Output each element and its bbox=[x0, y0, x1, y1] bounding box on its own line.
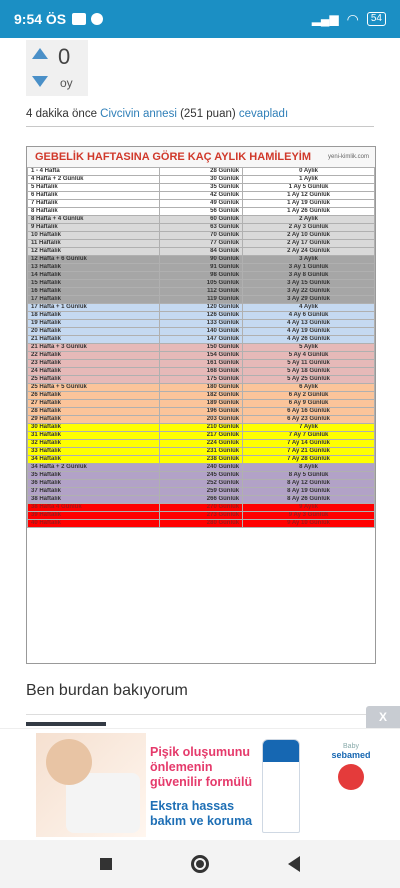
table-row bbox=[28, 240, 375, 248]
status-bar bbox=[0, 0, 400, 38]
months-cell: 6 Ay 23 Günlük bbox=[243, 416, 375, 424]
home-icon[interactable] bbox=[191, 855, 209, 873]
week-cell: 36 Haftalık bbox=[28, 480, 160, 488]
recents-icon[interactable] bbox=[100, 858, 112, 870]
days-cell: 77 Günlük bbox=[159, 240, 242, 248]
months-cell: 8 Ay 19 Günlük bbox=[243, 488, 375, 496]
days-cell: 196 Günlük bbox=[159, 408, 242, 416]
days-cell: 280 Günlük bbox=[159, 520, 242, 528]
chart-title-text: GEBELİK HAFTASINA GÖRE KAÇ AYLIK HAMİLEYİM bbox=[35, 151, 312, 163]
months-cell: 7 Ay 14 Günlük bbox=[243, 440, 375, 448]
days-cell: 270 Günlük bbox=[159, 504, 242, 512]
days-cell: 240 Günlük bbox=[159, 464, 242, 472]
days-cell: 90 Günlük bbox=[159, 256, 242, 264]
table-row bbox=[28, 480, 375, 488]
table-row bbox=[28, 504, 375, 512]
days-cell: 112 Günlük bbox=[159, 288, 242, 296]
weeks-table bbox=[27, 167, 375, 528]
months-cell: 5 Ay 25 Günlük bbox=[243, 376, 375, 384]
months-cell: 1 Ay 5 Günlük bbox=[243, 184, 375, 192]
months-cell: 2 Ay 3 Günlük bbox=[243, 224, 375, 232]
vote-label: oy bbox=[60, 76, 73, 90]
week-cell: 25 Haftalık bbox=[28, 376, 160, 384]
months-cell: 5 Ay 18 Günlük bbox=[243, 368, 375, 376]
youtube-icon bbox=[72, 13, 86, 25]
days-cell: 182 Günlük bbox=[159, 392, 242, 400]
months-cell: 3 Ay 29 Günlük bbox=[243, 296, 375, 304]
months-cell: 2 Ay 24 Günlük bbox=[243, 248, 375, 256]
week-cell: 18 Haftalık bbox=[28, 312, 160, 320]
week-cell: 12 Haftalık bbox=[28, 248, 160, 256]
answered-link[interactable]: cevapladı bbox=[238, 108, 289, 120]
months-cell: 6 Ay 9 Günlük bbox=[243, 400, 375, 408]
week-cell: 37 Haftalık bbox=[28, 488, 160, 496]
days-cell: 120 Günlük bbox=[159, 304, 242, 312]
table-row bbox=[28, 232, 375, 240]
table-row bbox=[28, 192, 375, 200]
table-row bbox=[28, 224, 375, 232]
months-cell: 7 Ay 7 Günlük bbox=[243, 432, 375, 440]
days-cell: 154 Günlük bbox=[159, 352, 242, 360]
week-cell: 10 Haftalık bbox=[28, 232, 160, 240]
months-cell: 2 Ay 10 Günlük bbox=[243, 232, 375, 240]
days-cell: 150 Günlük bbox=[159, 344, 242, 352]
chart-site: yeni-kimlik.com bbox=[327, 154, 369, 160]
months-cell: 1 Ay 12 Günlük bbox=[243, 192, 375, 200]
table-row bbox=[28, 248, 375, 256]
days-cell: 147 Günlük bbox=[159, 336, 242, 344]
days-cell: 203 Günlük bbox=[159, 416, 242, 424]
table-row bbox=[28, 400, 375, 408]
months-cell: 4 Ay 6 Günlük bbox=[243, 312, 375, 320]
days-cell: 84 Günlük bbox=[159, 248, 242, 256]
brand-logo bbox=[326, 743, 376, 790]
days-cell: 28 Günlük bbox=[159, 168, 242, 176]
months-cell: 3 Ay 8 Günlük bbox=[243, 272, 375, 280]
week-cell: 31 Haftalık bbox=[28, 432, 160, 440]
table-row bbox=[28, 216, 375, 224]
days-cell: 49 Günlük bbox=[159, 200, 242, 208]
months-cell: 8 Aylık bbox=[243, 464, 375, 472]
android-nav-bar bbox=[0, 840, 400, 888]
days-cell: 245 Günlük bbox=[159, 472, 242, 480]
months-cell: 4 Ay 13 Günlük bbox=[243, 320, 375, 328]
table-row bbox=[28, 352, 375, 360]
days-cell: 180 Günlük bbox=[159, 384, 242, 392]
week-cell: 8 Haftalık bbox=[28, 208, 160, 216]
months-cell: 7 Ay 21 Günlük bbox=[243, 448, 375, 456]
months-cell: 3 Aylık bbox=[243, 256, 375, 264]
week-cell: 25 Hafta + 5 Günlük bbox=[28, 384, 160, 392]
months-cell: 6 Ay 16 Günlük bbox=[243, 408, 375, 416]
ad-baby-image bbox=[36, 733, 146, 837]
table-row bbox=[28, 296, 375, 304]
table-row bbox=[28, 448, 375, 456]
week-cell: 6 Haftalık bbox=[28, 192, 160, 200]
author-link[interactable]: Civcivin annesi bbox=[100, 108, 177, 120]
week-cell: 39 Haftalık bbox=[28, 512, 160, 520]
product-tube-image bbox=[262, 739, 300, 833]
week-cell: 14 Haftalık bbox=[28, 272, 160, 280]
table-row bbox=[28, 432, 375, 440]
table-row bbox=[28, 512, 375, 520]
months-cell: 3 Ay 15 Günlük bbox=[243, 280, 375, 288]
table-row bbox=[28, 304, 375, 312]
months-cell: 5 Ay 4 Günlük bbox=[243, 352, 375, 360]
months-cell: 1 Ay 26 Günlük bbox=[243, 208, 375, 216]
week-cell: 35 Haftalık bbox=[28, 472, 160, 480]
downvote-icon[interactable] bbox=[32, 76, 48, 87]
days-cell: 168 Günlük bbox=[159, 368, 242, 376]
ad-banner[interactable] bbox=[0, 728, 400, 840]
answer-meta bbox=[26, 108, 288, 120]
days-cell: 119 Günlük bbox=[159, 296, 242, 304]
table-row bbox=[28, 264, 375, 272]
days-cell: 30 Günlük bbox=[159, 176, 242, 184]
days-cell: 161 Günlük bbox=[159, 360, 242, 368]
table-row bbox=[28, 200, 375, 208]
table-row bbox=[28, 344, 375, 352]
week-cell: 27 Haftalık bbox=[28, 400, 160, 408]
months-cell: 9 Ay 3 Günlük bbox=[243, 512, 375, 520]
months-cell: 5 Aylık bbox=[243, 344, 375, 352]
table-row bbox=[28, 320, 375, 328]
days-cell: 189 Günlük bbox=[159, 400, 242, 408]
week-cell: 21 Hafta + 3 Günlük bbox=[28, 344, 160, 352]
week-cell: 24 Haftalık bbox=[28, 368, 160, 376]
week-cell: 28 Haftalık bbox=[28, 408, 160, 416]
status-time: 9:54 ÖS bbox=[14, 11, 67, 27]
days-cell: 252 Günlük bbox=[159, 480, 242, 488]
table-row bbox=[28, 368, 375, 376]
week-cell: 34 Haftalık bbox=[28, 456, 160, 464]
days-cell: 60 Günlük bbox=[159, 216, 242, 224]
week-cell: 29 Haftalık bbox=[28, 416, 160, 424]
months-cell: 2 Ay 17 Günlük bbox=[243, 240, 375, 248]
snapchat-icon bbox=[91, 13, 103, 25]
table-row bbox=[28, 168, 375, 176]
section-tab-indicator bbox=[26, 722, 106, 726]
ad-subline: Ekstra hassas bakım ve koruma bbox=[150, 799, 253, 828]
months-cell: 5 Ay 11 Günlük bbox=[243, 360, 375, 368]
brand-small: Baby bbox=[343, 743, 359, 750]
pregnancy-week-chart-image bbox=[26, 146, 376, 664]
table-row bbox=[28, 184, 375, 192]
table-row bbox=[28, 176, 375, 184]
table-row bbox=[28, 408, 375, 416]
table-row bbox=[28, 328, 375, 336]
week-cell: 15 Haftalık bbox=[28, 280, 160, 288]
days-cell: 70 Günlük bbox=[159, 232, 242, 240]
table-row bbox=[28, 360, 375, 368]
months-cell: 7 Ay 28 Günlük bbox=[243, 456, 375, 464]
close-ad-button[interactable]: X bbox=[366, 706, 400, 728]
months-cell: 9 Aylık bbox=[243, 504, 375, 512]
week-cell: 17 Haftalık bbox=[28, 296, 160, 304]
week-cell: 21 Haftalık bbox=[28, 336, 160, 344]
wifi-icon: ◠ bbox=[346, 10, 359, 27]
week-cell: 4 Hafta + 2 Günlük bbox=[28, 176, 160, 184]
months-cell: 1 Aylık bbox=[243, 176, 375, 184]
months-cell: 6 Aylık bbox=[243, 384, 375, 392]
days-cell: 56 Günlük bbox=[159, 208, 242, 216]
days-cell: 210 Günlük bbox=[159, 424, 242, 432]
months-cell: 2 Aylık bbox=[243, 216, 375, 224]
months-cell: 8 Ay 5 Günlük bbox=[243, 472, 375, 480]
week-cell: 16 Haftalık bbox=[28, 288, 160, 296]
table-row bbox=[28, 272, 375, 280]
table-row bbox=[28, 376, 375, 384]
upvote-icon[interactable] bbox=[32, 48, 48, 59]
months-cell: 3 Ay 1 Günlük bbox=[243, 264, 375, 272]
days-cell: 175 Günlük bbox=[159, 376, 242, 384]
table-row bbox=[28, 472, 375, 480]
week-cell: 32 Haftalık bbox=[28, 440, 160, 448]
chart-title bbox=[27, 147, 375, 167]
table-row bbox=[28, 256, 375, 264]
table-row bbox=[28, 288, 375, 296]
ad-headline: Pişik oluşumunu önlemenin güvenilir formülü bbox=[150, 745, 253, 789]
week-cell: 38 Hafta 4 Günlük bbox=[28, 504, 160, 512]
week-cell: 19 Haftalık bbox=[28, 320, 160, 328]
months-cell: 4 Aylık bbox=[243, 304, 375, 312]
week-cell: 34 Hafta + 2 Günlük bbox=[28, 464, 160, 472]
week-cell: 40 Haftalık bbox=[28, 520, 160, 528]
brand-name: sebamed bbox=[331, 750, 371, 760]
table-row bbox=[28, 280, 375, 288]
week-cell: 11 Haftalık bbox=[28, 240, 160, 248]
months-cell: 4 Ay 26 Günlük bbox=[243, 336, 375, 344]
days-cell: 224 Günlük bbox=[159, 440, 242, 448]
days-cell: 126 Günlük bbox=[159, 312, 242, 320]
week-cell: 23 Haftalık bbox=[28, 360, 160, 368]
days-cell: 91 Günlük bbox=[159, 264, 242, 272]
battery-icon: 54 bbox=[367, 12, 386, 26]
table-row bbox=[28, 464, 375, 472]
back-icon[interactable] bbox=[288, 856, 300, 872]
table-row bbox=[28, 488, 375, 496]
days-cell: 217 Günlük bbox=[159, 432, 242, 440]
author-points: (251 puan) bbox=[180, 108, 236, 120]
months-cell: 7 Aylık bbox=[243, 424, 375, 432]
week-cell: 1 - 4 Hafta bbox=[28, 168, 160, 176]
table-row bbox=[28, 336, 375, 344]
table-row bbox=[28, 392, 375, 400]
week-cell: 7 Haftalık bbox=[28, 200, 160, 208]
days-cell: 63 Günlük bbox=[159, 224, 242, 232]
week-cell: 33 Haftalık bbox=[28, 448, 160, 456]
table-row bbox=[28, 384, 375, 392]
days-cell: 231 Günlük bbox=[159, 448, 242, 456]
days-cell: 105 Günlük bbox=[159, 280, 242, 288]
days-cell: 35 Günlük bbox=[159, 184, 242, 192]
vote-box bbox=[26, 40, 88, 96]
table-row bbox=[28, 496, 375, 504]
months-cell: 0 Aylık bbox=[243, 168, 375, 176]
days-cell: 133 Günlük bbox=[159, 320, 242, 328]
week-cell: 17 Hafta + 1 Günlük bbox=[28, 304, 160, 312]
days-cell: 273 Günlük bbox=[159, 512, 242, 520]
baby-shape bbox=[46, 739, 92, 785]
months-cell: 9 Ay 10 Günlük bbox=[243, 520, 375, 528]
table-row bbox=[28, 416, 375, 424]
months-cell: 3 Ay 22 Günlük bbox=[243, 288, 375, 296]
table-row bbox=[28, 440, 375, 448]
months-cell: 4 Ay 19 Günlük bbox=[243, 328, 375, 336]
week-cell: 9 Haftalık bbox=[28, 224, 160, 232]
brand-seal-icon bbox=[338, 764, 364, 790]
days-cell: 42 Günlük bbox=[159, 192, 242, 200]
days-cell: 140 Günlük bbox=[159, 328, 242, 336]
table-row bbox=[28, 456, 375, 464]
table-row bbox=[28, 208, 375, 216]
days-cell: 259 Günlük bbox=[159, 488, 242, 496]
section-title: Ben burdan bakıyorum bbox=[26, 682, 188, 699]
week-cell: 20 Haftalık bbox=[28, 328, 160, 336]
days-cell: 98 Günlük bbox=[159, 272, 242, 280]
week-cell: 22 Haftalık bbox=[28, 352, 160, 360]
months-cell: 8 Ay 12 Günlük bbox=[243, 480, 375, 488]
table-row bbox=[28, 424, 375, 432]
week-cell: 26 Haftalık bbox=[28, 392, 160, 400]
signal-icon: ▂▄▆ bbox=[311, 12, 339, 26]
week-cell: 5 Haftalık bbox=[28, 184, 160, 192]
divider bbox=[26, 714, 366, 715]
months-cell: 1 Ay 19 Günlük bbox=[243, 200, 375, 208]
table-row bbox=[28, 520, 375, 528]
months-cell: 8 Ay 26 Günlük bbox=[243, 496, 375, 504]
vote-count: 0 bbox=[58, 44, 71, 69]
answer-time: 4 dakika önce bbox=[26, 108, 97, 120]
week-cell: 13 Haftalık bbox=[28, 264, 160, 272]
divider bbox=[26, 126, 374, 127]
days-cell: 238 Günlük bbox=[159, 456, 242, 464]
months-cell: 6 Ay 2 Günlük bbox=[243, 392, 375, 400]
table-row bbox=[28, 312, 375, 320]
week-cell: 8 Hafta + 4 Günlük bbox=[28, 216, 160, 224]
week-cell: 38 Haftalık bbox=[28, 496, 160, 504]
week-cell: 12 Hafta + 6 Günlük bbox=[28, 256, 160, 264]
days-cell: 266 Günlük bbox=[159, 496, 242, 504]
week-cell: 30 Haftalık bbox=[28, 424, 160, 432]
